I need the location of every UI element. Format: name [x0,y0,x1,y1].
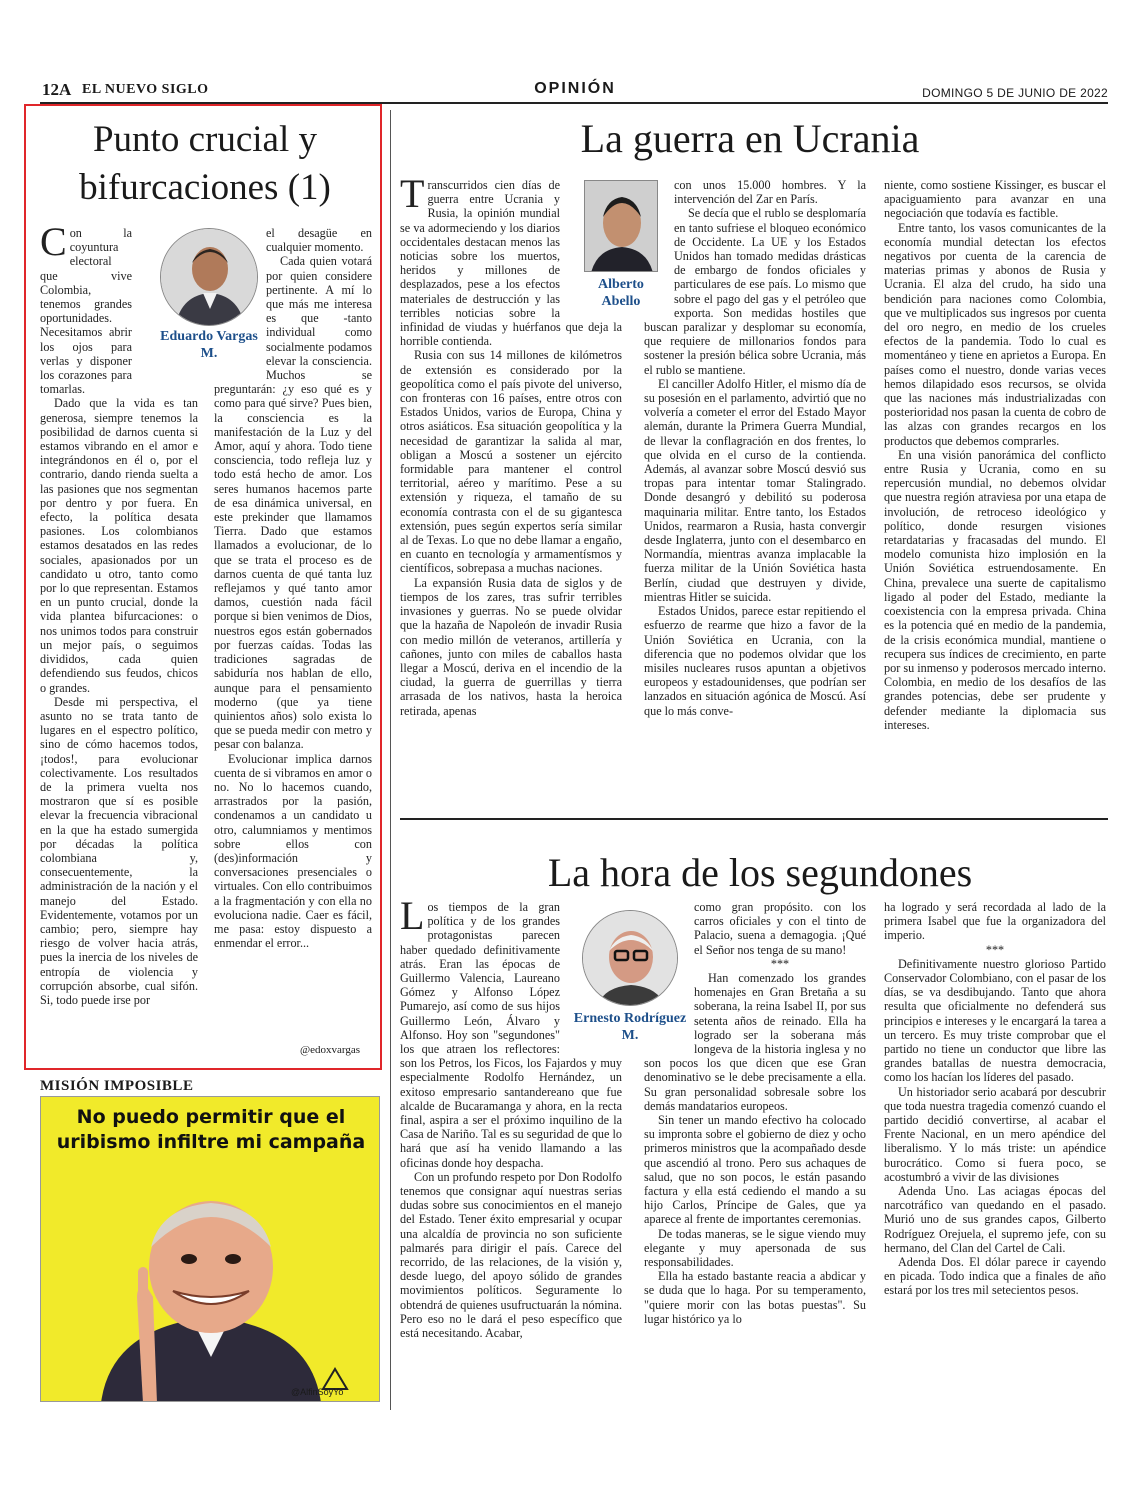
paragraph: En una visión panorámica del conflicto entre Rusia y Ucrania, como en su repercusión mundial, no debemos olvidar que nuestra región atraviesa por una etapa de involución, de retroceso ideológico y político, donde resurgen visiones retardatarias y fracasadas del mundo. El modelo comunista hizo implosión en la Unión Soviética estruendosamente. En China, prevalece una suerte de capitalismo ligado al poder del Estado, mediante la coexistencia con la empresa privada. China es la potencia qué en medio de la pandemia, de la crisis económica mundial, mantiene o recupera sus índices de crecimiento, en parte por su inmenso y poderosos mercado interno. Colombia, en medio de los desafíos de las grandes potencias, debe ser prudente y defender mediante la diplomacia sus intereses. [884,447,1106,732]
paragraph: Los tiempos de la gran política y de los grandes protagonistas parecen haber quedado definitivamente atrás. Eran las épocas de Guillermo Valencia, Laureano Gómez y Alfonso López Pumarejo, así como de sus hijos Guillermo León, Álvaro y Alfonso. Hoy son "segundones" los que atraen los reflectores: son los Petros, los Ficos, los Fajardos y muy especialmente Rodolfo Hernández, un exitoso empresario santandereano que fue alcalde de Bucaramanga y ahora, en la recta final, aspira a ser el próximo inquilino de la Casa de Nariño. Tal es su seguridad de que lo hará que así ha venido llamando a las oficinas donde hoy despacha. [400,893,622,1170]
paragraph: La expansión Rusia data de siglos y de tiempos de los zares, tras sufrir terribles invasiones y guerras. No se puede olvidar que la hazaña de Napoleón de invadir Rusia con medio millón de veteranos, artillería y cañones, junto con miles de caballos hasta llegar a Moscú, deriva en el incendio de la ciudad, la guerra de guerrillas y tierra arrasada de los nativos, hasta la heroica retirada, apenas [400,575,622,718]
paragraph: Con la coyuntura electoral que vive Colombia, tenemos grandes oportunidades. Necesitamos abrir los ojos para verlas y disponer los corazones para tomarlas. [40,219,132,397]
paragraph: el desagüe en cualquier momento. [266,226,372,255]
column-divider [390,110,391,1410]
author-name-eduardo: Eduardo Vargas M. [160,329,258,361]
paragraph: Transcurridos cien días de guerra entre Ucrania y Rusia, la opinión mundial se va adormeciendo y los diarios occidentales destacan menos las noticias sobre los muertos, heridos y millones de desplazados, pese a los efectos materiales de destrucción y las terribles noticias sobre la infinidad de viudas y huérfanos que deja la horrible contienda. [400,171,622,349]
paragraph: Evolucionar implica darnos cuenta de si vibramos en amor o no. No lo hacemos cuando, arrastrados por la pasión, condenamos a un candidato u otro, calumniamos y mentimos sobre ellos con (des)información y conversaciones presenciales o virtuales. Con ello contribuimos a la fragmentación y con ella no evoluciona nadie. Caer es fácil, me pasa: estoy dispuesto a enmendar el error... [214,751,372,951]
article1-title: Punto crucial y bifurcaciones (1) [79,119,331,208]
newspaper-name: EL NUEVO SIGLO [82,82,209,97]
article2-column-3 [884,178,1106,732]
paragraph: Definitivamente nuestro glorioso Partido Conservador Colombiano, con el pasar de los días, se va desdibujando. Tanto que ahora resulta que oficialmente no defenderá sus principios e intereses y le encargará la tarea a un tercero. Es muy triste comprobar que el partido no tiene un conductor que libre las grandes batallas de nuestra democracia, como los hacían los líderes del pasado. [884,956,1106,1085]
paragraph: Cada quien votará por quien considere pertinente. A mí lo que más me interesa es que -tanto individual como socialmente podamos elevar la consciencia. Muchos se preguntarán: ¿y eso qué es y como para qué sirve? Pues bien, la consciencia es la manifestación de la Luz y del Amor, aquí y ahora. Todo tiene consciencia, todo refleja luz y todo está hecho de amor. Los seres humanos hacemos parte de esa dinámica universal, en este prekinder que llamamos Tierra. Dado que estamos llamados a evolucionar, de lo que se trata el proceso es de darnos cuenta de qué tanta luz reflejamos y qué tanto amor damos, cuestión nada fácil porque si bien venimos de Dios, nuestros egos están gobernados por fuerzas caídas. Todas las tradiciones sagradas de sabiduría nos hablan de ello, aunque para el pensamiento moderno (que ya tiene quinientos años) solo exista lo que se pueda medir con metro y pesar con balanza. [214,254,372,752]
section-name: OPINIÓN [534,80,616,97]
author-name-alberto: Alberto Abello [598,277,644,309]
article3-column-3 [884,900,1106,1298]
article2-title: La guerra en Ucrania [580,116,920,161]
cartoon [40,1096,380,1402]
article2-column-1 [400,171,622,718]
page-number: 12A [42,80,72,99]
article2-column-2 [644,178,866,718]
paragraph: El canciller Adolfo Hitler, el mismo día de su posesión en el parlamento, advirtió que no volvería a cometer el error del Estado Mayor alemán, durante la Primera Guerra Mundial, de llevar la conflagración en dos frentes, lo que olvida en el curso de la contienda. Además, al avanzar sobre Moscú desvió sus tropas para intentar tomar Stalingrado. Donde desangró y debilitó su poderosa maquinaria militar. Entre tanto, los Estados Unidos, rearmaron a Rusia, hasta convergir desde Inglaterra, junto con el desembarco en Normandía, mientras avanza implacable la fuerza militar de la Unión Soviética hasta Berlín, ciudad que destruyen y divide, mientras Hitler se suicida. [644,376,866,604]
paragraph: Adenda Dos. El dólar parece ir cayendo en picada. Todo indica que a finales de año estará por los tres mil setecientos pesos. [884,1255,1106,1298]
separator: *** [985,942,1005,957]
paragraph: Desde mi perspectiva, el asunto no se trata tanto de lugares en el espectro político, sino de cómo hacemos todos, ¡todos!, para evolucionar colectivamente. Los resultados de la primera vuelta nos mostraron que sí es posible elevar la frecuencia vibracional en la que ha estado sumergida por décadas la política colombiana y, consecuentemente, la administración de la nación y el manejo del Estado. Evidentemente, votamos por un cambio; pero, siempre hay riesgo de volver hacia atrás, pues la inercia de los niveles de entropía de violencia y corrupción absorbe, cual sifón. Si, todo puede irse por [40,694,198,1007]
paragraph: Adenda Uno. Las aciagas épocas del narcotráfico van quedando en el pasado. Murió uno de sus grandes capos, Gilberto Rodríguez Orejuela, el supremo jefe, con su hermano, del Clan del Cartel de Cali. [884,1184,1106,1255]
paragraph: De todas maneras, se le sigue viendo muy elegante y muy apersonada de sus responsabilidades. [644,1226,866,1270]
paragraph: Ella ha estado bastante reacia a abdicar y se duda que lo haga. Por su temperamento, "quiere morir con las botas puestas". Su lugar histórico ya lo [644,1269,866,1326]
paragraph: Rusia con sus 14 millones de kilómetros de extensión es considerado por la geopolítica como el país pivote del universo, con fronteras con 16 países, entre otros con Estados Unidos, varios de Europa, China y otros asiáticos. Esa situación geopolítica y la necesidad de garantizar la salida al mar, obligan a Moscú a sostener un ejército formidable para mantener el control territorial, aéreo y marítimo. Pese a su extensión y riqueza, el tamaño de su economía contrasta con el de su gigantesca extensión, pues según expertos sería similar al de Texas. Lo que no debe llamar a engaño, en cuanto en tecnología y armamentísmos y científicos, sobrepasa a muchas naciones. [400,348,622,576]
paragraph: como gran propósito. con los carros oficiales y con el tinto de Palacio, suena a demagogia. ¡Qué el Señor nos tenga de su mano! [694,900,866,957]
article3-column-1 [400,893,623,1341]
paragraph: Estados Unidos, parece estar repitiendo el esfuerzo de rearme que hizo a favor de la Unión Soviética en Ucrania, con la diferencia que no podemos olvidar que los misiles nucleares rusos apuntan a objetivos europeos y estadounidenses, que podrían ser lanzados en situación agónica de Moscú. Así que lo más conve- [644,604,866,718]
paragraph: Dado que la vida es tan generosa, siempre tenemos la posibilidad de darnos cuenta si estamos vibrando en el amor e integrándonos en él o, por el contrario, dando rienda suelta a las pasiones que nos segmentan por dentro y por fuera. En efecto, la política desata pasiones. Los colombianos estamos desatados en las redes sociales, apasionados por un candidato u otro, tanto como por lo que representan. Estamos en un punto crucial, donde la vida plantea bifurcaciones: o nos unimos todos para construir un mejor país, o seguimos divididos, cada quien defendiendo sus feudos, chicos o grandes. [40,396,198,695]
article1-column-2 [214,226,372,950]
paragraph: Sin tener un mando efectivo ha colocado su impronta sobre el gobierno de diez y ocho primeros ministros que la acompañado desde que ascendió al trono. Pero sus achaques de salud, que no son pocos, le están pasando factura y ella está cediendo el mando a su hijo Carlos, Príncipe de Gales, que ya aparece al frente de importantes ceremonias. [644,1113,866,1227]
author-name-ernesto: Ernesto Rodríguez M. [573,1011,687,1043]
article1-column-1 [40,219,198,1007]
cartoon-figure-illustration [41,1177,380,1402]
paragraph: Un historiador serio acabará por descubrir que toda nuestra tragedia comenzó cuando el partido decidió convertirse, al acabar el Frente Nacional, en un mero apéndice del liberalismo. Y lo más triste: un apéndice burocrático. Como si fuera poco, se acostumbró a vivir de las divisiones [884,1084,1106,1184]
issue-date: DOMINGO 5 DE JUNIO DE 2022 [922,86,1108,100]
article3-title: La hora de los segundones [547,850,973,895]
article3-column-2 [644,900,866,1326]
paragraph: niente, como sostiene Kissinger, es buscar el apaciguamiento para avanzar en una negociación que todavía es factible. [884,178,1106,221]
paragraph: Se decía que el rublo se desplomaría en tanto sufriese el bloqueo económico de Occidente. La UE y los Estados Unidos han tomado medidas drásticas de embargo de fondos oficiales y particulares de ese país. Lo mismo que sobre el pago del gas y el petróleo que exporta. Son medidas hostiles que buscan paralizar y desplomar su economía, que requiere de millonarios fondos para sostener la presión bélica sobre Ucrania, más el rublo se mantiene. [644,206,867,377]
paragraph: Han comenzado los grandes homenajes en Gran Bretaña a su soberana, la reina Isabel II, por sus setenta años de reinado. Ella ha logrado ser la soberana más longeva de la historia inglesa y no son pocos los que dicen que ese Gran denominativo se le debe precisamente a ella. Su gran personalidad sobresale sobre los demás mandatarios europeos. [644,971,866,1113]
paragraph: Entre tanto, los vasos comunicantes de la economía mundial detectan los efectos negativos por cuenta de la carencia de materias primas y abonos de Rusia y Ucrania. El alza del crudo, ha sido una bendición para naciones como Colombia, que ve multiplicados sus ingresos por cuenta del oro negro, en medio de los crueles efectos de la pandemia. Todo lo cual es momentáneo y tiene en aprietos a Europa. En países como el nuestro, donde varias veces hemos dilapidado esos recursos, se olvida que las naciones más industrializadas con posterioridad nos pasan la cuenta de cobro de las alzas con grandes recargos en los productos que debemos comprarles. [884,220,1106,448]
paragraph: ha logrado y será recordada al lado de la primera Isabel que fue la organizadora del imperio. [884,900,1106,943]
article-divider [400,818,1108,820]
cartoon-credit: @AlfinSoyYo [291,1387,344,1397]
paragraph: Con un profundo respeto por Don Rodolfo tenemos que consignar aquí nuestras serias dudas sobre sus conocimientos en el manejo del Estado. Tener éxito empresarial y ocupar una alcaldía de provincia no son suficiente palmarés para dirigir el país. Carece del recorrido, de las relaciones, de la visión y, desde luego, del apoyo sólido de grandes movimientos políticos. Seguramente lo obtendrá de quienes usufructuarán la nómina. Pero eso no le dará el peso específico que está necesitando. Acabar, [400,1169,623,1341]
author-handle: @edoxvargas [300,1044,361,1056]
cartoon-section-title: MISIÓN IMPOSIBLE [40,1078,194,1094]
cartoon-caption: No puedo permitir que el uribismo infiltre mi campaña [56,1106,366,1153]
separator: *** [770,956,790,971]
paragraph: con unos 15.000 hombres. Y la intervención del Zar en París. [674,178,866,207]
